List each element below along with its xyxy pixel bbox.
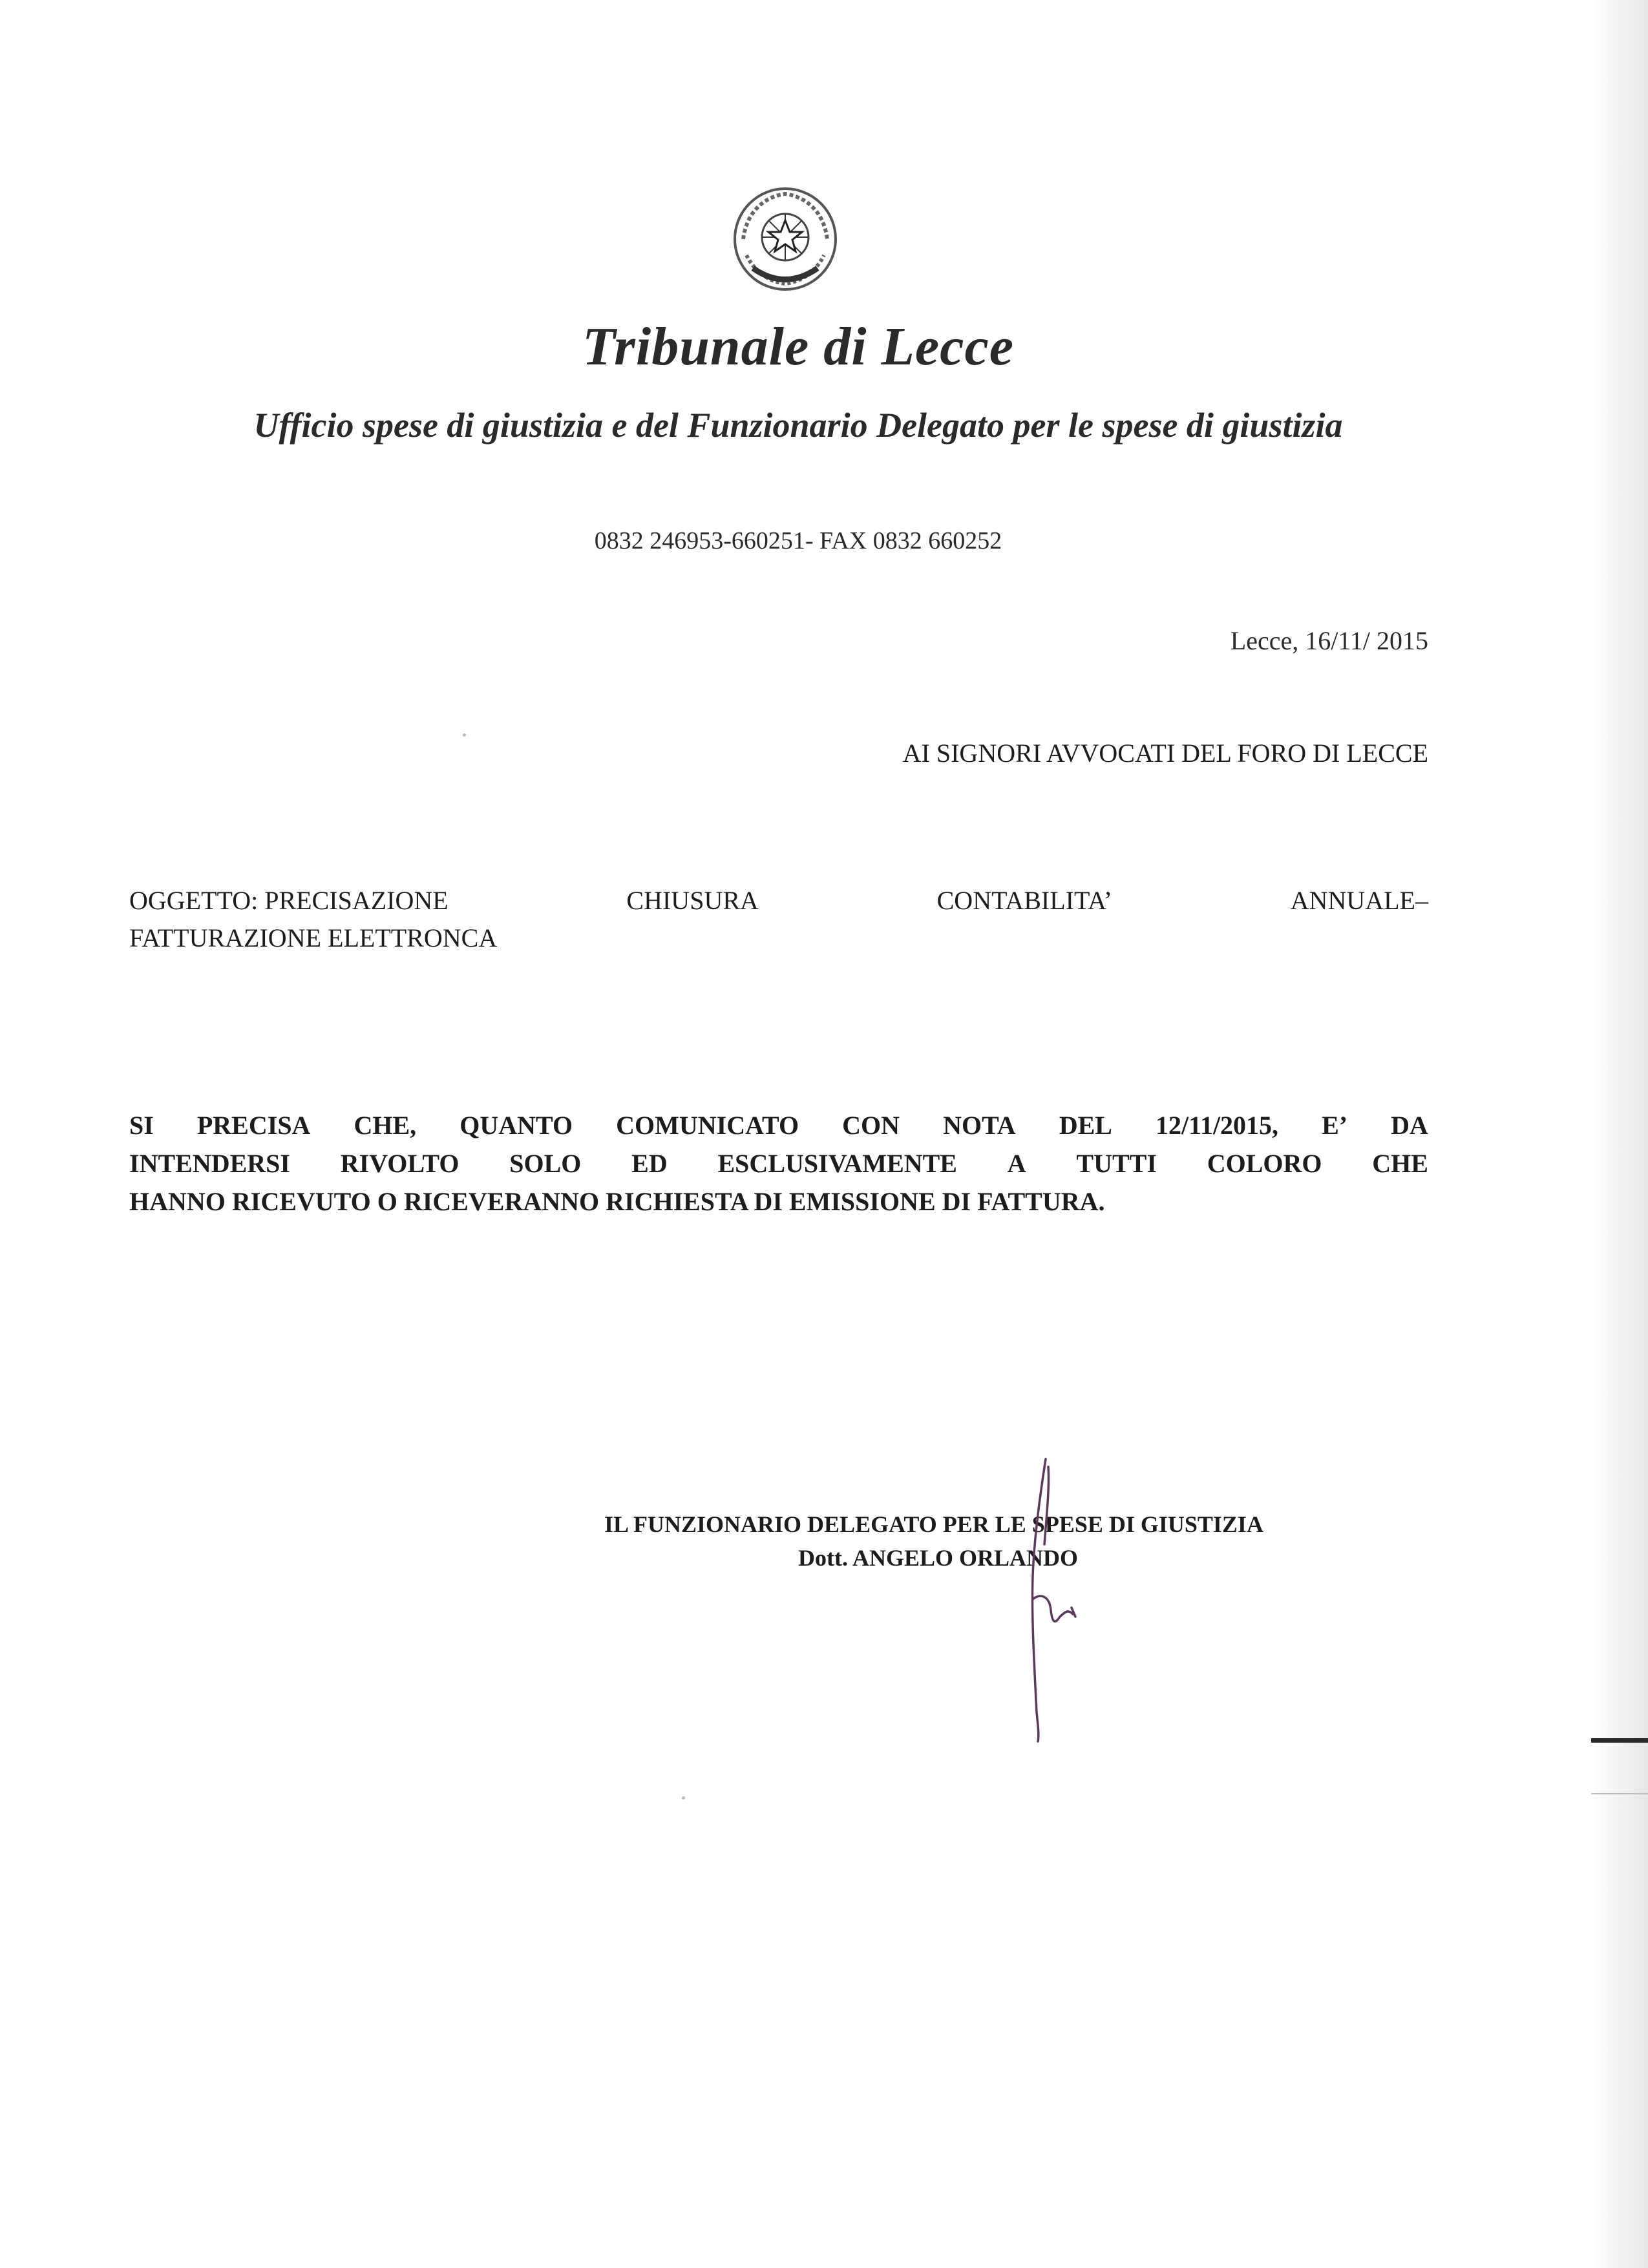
handwritten-signature xyxy=(995,1447,1125,1745)
subject-line-2: FATTURAZIONE ELETTRONCA xyxy=(129,923,498,952)
scan-edge-shadow xyxy=(1591,0,1648,2268)
body-word: CHE, xyxy=(354,1111,417,1140)
body-word: DA xyxy=(1391,1111,1428,1140)
subject-line-1 xyxy=(129,882,1428,919)
italian-republic-emblem-icon xyxy=(724,178,847,300)
signatory-title: IL FUNZIONARIO DELEGATO PER LE SPESE DI GIUSTIZIA xyxy=(604,1511,1263,1537)
body-word: RIVOLTO xyxy=(340,1149,460,1178)
body-word: INTENDERSI xyxy=(129,1149,290,1178)
letter-body xyxy=(129,1106,1428,1221)
body-word: COLORO xyxy=(1207,1149,1322,1178)
body-word: CON xyxy=(842,1111,900,1140)
body-line-3: HANNO RICEVUTO O RICEVERANNO RICHIESTA DI EMISSIONE DI FATTURA. xyxy=(129,1187,1105,1216)
body-word: SI xyxy=(129,1111,154,1140)
body-word: QUANTO xyxy=(460,1111,573,1140)
phone-fax-line: 0832 246953-660251- FAX 0832 660252 xyxy=(594,527,1002,554)
body-word: ED xyxy=(631,1149,668,1178)
letter-date: Lecce, 16/11/ 2015 xyxy=(1230,626,1428,655)
body-word: CHE xyxy=(1372,1149,1428,1178)
body-line-2 xyxy=(129,1144,1428,1182)
body-line-1 xyxy=(129,1106,1428,1144)
body-word: SOLO xyxy=(509,1149,582,1178)
court-title: Tribunale di Lecce xyxy=(582,317,1015,377)
subject-word: OGGETTO: PRECISAZIONE xyxy=(129,886,449,915)
scan-speck xyxy=(682,1796,685,1800)
body-word: A xyxy=(1007,1149,1026,1178)
body-word: TUTTI xyxy=(1076,1149,1157,1178)
body-word: NOTA xyxy=(943,1111,1016,1140)
body-word: DEL xyxy=(1059,1111,1112,1140)
signatory-name: Dott. ANGELO ORLANDO xyxy=(798,1545,1079,1571)
scan-edge-mark xyxy=(1591,1738,1648,1743)
body-word: COMUNICATO xyxy=(616,1111,799,1140)
body-word: ESCLUSIVAMENTE xyxy=(717,1149,957,1178)
body-word: E’ xyxy=(1322,1111,1348,1140)
subject-word: CONTABILITA’ xyxy=(936,886,1112,915)
subject-word: CHIUSURA xyxy=(626,886,759,915)
body-word: 12/11/2015, xyxy=(1156,1111,1279,1140)
letter-recipient: AI SIGNORI AVVOCATI DEL FORO DI LECCE xyxy=(902,739,1428,768)
scan-speck xyxy=(463,733,466,737)
scan-edge-mark xyxy=(1591,1793,1648,1794)
letter-subject xyxy=(129,882,1428,957)
body-word: PRECISA xyxy=(196,1111,311,1140)
subject-word: ANNUALE– xyxy=(1290,886,1428,915)
office-subtitle: Ufficio spese di giustizia e del Funzionario Delegato per le spese di giustizia xyxy=(253,406,1343,445)
